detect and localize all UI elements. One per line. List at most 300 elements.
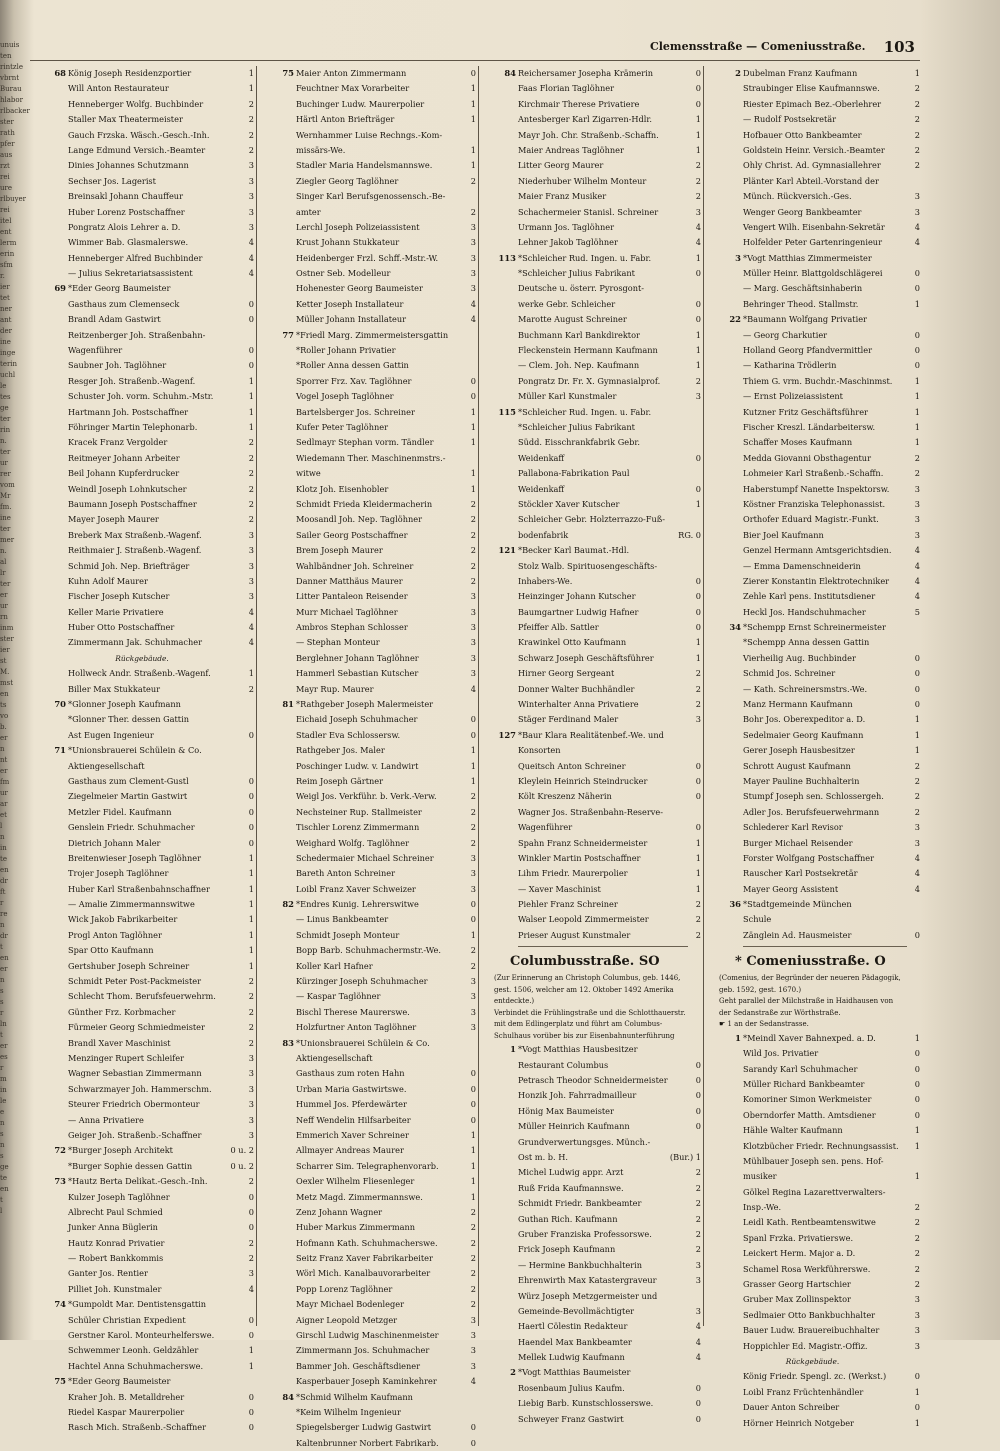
resident-entry	[30, 1220, 254, 1235]
resident-name-occupation: Beil Johann Kupferdrucker	[68, 468, 180, 479]
floor-number: 3	[248, 160, 254, 171]
floor-number: 3	[470, 868, 476, 879]
resident-name-occupation: Schlecht Thom. Berufsfeuerwehrm.	[68, 991, 216, 1002]
resident-entry	[480, 266, 701, 281]
house-number: 75	[54, 1376, 66, 1387]
floor-number: 3	[470, 976, 476, 987]
resident-entry	[480, 174, 701, 189]
resident-name-occupation: Rauscher Karl Postsekretär	[743, 868, 858, 879]
strip-fragment: unuis	[0, 41, 20, 49]
resident-name-occupation: Haertl Cölestin Redakteur	[518, 1321, 628, 1332]
resident-name-occupation: Weigl Jos. Verkführ. b. Verk.-Verw.	[296, 791, 437, 802]
resident-name-occupation: Restaurant Columbus	[518, 1059, 609, 1070]
subsection-heading	[705, 1354, 920, 1369]
resident-entry	[30, 1313, 254, 1328]
resident-entry	[30, 97, 254, 112]
resident-entry	[258, 1282, 476, 1297]
resident-name-occupation: Kirchmair Therese Privatiere	[518, 98, 640, 109]
resident-name-occupation: Girschl Ludwig Maschinenmeister	[296, 1330, 439, 1341]
resident-name-occupation: Lohmeier Karl Straßenb.-Schaffn.	[743, 468, 884, 479]
resident-entry	[30, 1251, 254, 1266]
resident-name-occupation: Würz Joseph Metzgermeister und	[518, 1290, 658, 1301]
resident-name-occupation: Baumgartner Ludwig Hafner	[518, 606, 639, 617]
floor-number: 2	[470, 560, 476, 571]
resident-entry	[705, 620, 920, 635]
resident-name-occupation: Haberstumpf Nanette Inspektorsw.	[743, 483, 890, 494]
resident-name-occupation: Resger Joh. Straßenb.-Wagenf.	[68, 375, 196, 386]
resident-name-occupation: Brem Joseph Maurer	[296, 545, 383, 556]
resident-entry	[480, 328, 701, 343]
resident-name-occupation: Günther Frz. Korbmacher	[68, 1006, 176, 1017]
strip-fragment: ter	[0, 448, 11, 456]
floor-number: 3	[914, 529, 920, 540]
resident-name-occupation: Hummel Jos. Pferdewärter	[296, 1099, 407, 1110]
resident-entry	[30, 66, 254, 81]
resident-name-occupation: *Glonner Ther. dessen Gattin	[68, 714, 189, 725]
resident-name-occupation: Spar Otto Kaufmann	[68, 945, 154, 956]
resident-entry	[705, 712, 920, 727]
resident-name-occupation: Reitmeyer Johann Arbeiter	[68, 452, 180, 463]
resident-entry	[258, 620, 476, 635]
resident-entry	[258, 1143, 476, 1158]
resident-entry	[705, 220, 920, 235]
resident-name-occupation: *Unionsbrauerei Schülein & Co.	[296, 1037, 430, 1048]
resident-name-occupation: Goldstein Heinr. Versich.-Beamter	[743, 144, 885, 155]
resident-entry	[258, 882, 476, 897]
resident-entry	[30, 1159, 254, 1174]
floor-number: 1	[695, 852, 701, 863]
resident-name-occupation: amter	[296, 206, 321, 217]
strip-fragment: ft	[0, 888, 6, 896]
resident-entry	[705, 1062, 920, 1077]
resident-entry	[30, 1174, 254, 1189]
resident-name-occupation: Ohly Christ. Ad. Gymnasiallehrer	[743, 160, 881, 171]
house-number: 115	[498, 406, 516, 417]
floor-number: 2	[470, 529, 476, 540]
floor-number: RG. 0	[678, 529, 701, 540]
resident-entry	[30, 743, 254, 758]
resident-name-occupation: Ostner Seb. Modelleur	[296, 268, 391, 279]
floor-number: 0	[695, 1121, 701, 1132]
floor-number: 1	[914, 391, 920, 402]
house-number: 121	[498, 545, 516, 556]
strip-fragment: ur	[0, 789, 8, 797]
section-rule	[705, 943, 920, 951]
floor-number: 0	[470, 714, 476, 725]
resident-name-occupation: *Schleicher Julius Fabrikant	[518, 268, 635, 279]
floor-number: 1	[914, 714, 920, 725]
resident-name-occupation: Danner Matthäus Maurer	[296, 575, 403, 586]
floor-number: 0	[248, 360, 254, 371]
resident-name-occupation: *Endres Kunig. Lehrerswitwe	[296, 899, 419, 910]
resident-name-occupation: — Stephan Monteur	[296, 637, 380, 648]
floor-number: 2	[248, 991, 254, 1002]
floor-number: 4	[248, 268, 254, 279]
header-rule	[30, 60, 920, 61]
resident-name-occupation: Bier Joel Kaufmann	[743, 529, 824, 540]
resident-entry	[258, 574, 476, 589]
resident-name-occupation: *Eder Georg Baumeister	[68, 283, 171, 294]
floor-number: 4	[914, 545, 920, 556]
note-text: ☛ 1 an der Sedanstrasse.	[719, 1020, 809, 1029]
strip-fragment: ine	[0, 338, 11, 346]
resident-entry	[480, 1319, 701, 1334]
resident-name-occupation: Müller Heinr. Blattgoldschlägerei	[743, 268, 883, 279]
resident-entry	[258, 374, 476, 389]
resident-entry	[258, 1082, 476, 1097]
resident-entry	[480, 1119, 701, 1134]
strip-fragment: ant	[0, 316, 12, 324]
resident-entry	[30, 1020, 254, 1035]
resident-name-occupation: Aigner Leopold Metzger	[296, 1314, 398, 1325]
resident-entry	[258, 1097, 476, 1112]
resident-name-occupation: Riedel Kaspar Maurerpolier	[68, 1406, 185, 1417]
resident-name-occupation: Krawinkel Otto Kaufmann	[518, 637, 627, 648]
strip-fragment: dr	[0, 932, 8, 940]
floor-number: 0	[248, 1206, 254, 1217]
resident-name-occupation: Huber Lorenz Postschaffner	[68, 206, 185, 217]
resident-name-occupation: Dubelman Franz Kaufmann	[743, 68, 858, 78]
street-heading	[480, 951, 701, 973]
resident-entry	[30, 343, 254, 358]
resident-name-occupation: Metzler Fidel. Kaufmann	[68, 806, 172, 817]
resident-entry	[30, 912, 254, 927]
resident-entry	[258, 1436, 476, 1451]
floor-number: 4	[695, 1336, 701, 1347]
floor-number: 0	[914, 1402, 920, 1413]
resident-name-occupation: Lihm Friedr. Maurerpolier	[518, 868, 628, 879]
resident-entry	[480, 820, 701, 835]
floor-number: 1	[248, 883, 254, 894]
floor-number: 3	[470, 1345, 476, 1356]
floor-number: 1	[248, 421, 254, 432]
resident-entry	[30, 128, 254, 143]
resident-name-occupation: — Julius Sekretariatsassistent	[68, 268, 193, 279]
floor-number: 2	[470, 175, 476, 186]
strip-fragment: al	[0, 558, 7, 566]
resident-name-occupation: Antesberger Karl Zigarren-Hdlr.	[518, 114, 653, 125]
house-number: 83	[282, 1037, 294, 1048]
resident-entry	[480, 205, 701, 220]
resident-name-occupation: — Clem. Joh. Nep. Kaufmann	[518, 360, 640, 371]
floor-number: 1	[470, 468, 476, 479]
floor-number: 0	[914, 345, 920, 356]
floor-number: 0	[695, 98, 701, 109]
page-header	[650, 38, 915, 56]
floor-number: 4	[914, 221, 920, 232]
strip-fragment: l	[0, 822, 3, 830]
strip-fragment: en	[0, 690, 9, 698]
resident-entry	[480, 1135, 701, 1150]
strip-fragment: er	[0, 591, 8, 599]
resident-name-occupation: Scharrer Sim. Telegraphenvorarb.	[296, 1160, 439, 1171]
strip-fragment: mst	[0, 679, 14, 687]
resident-name-occupation: Huber Otto Postschaffner	[68, 622, 175, 633]
strip-fragment: ter	[0, 525, 11, 533]
floor-number: 2	[248, 1022, 254, 1033]
resident-name-occupation: Bammer Joh. Geschäftsdiener	[296, 1360, 421, 1371]
floor-number: 2	[470, 514, 476, 525]
resident-name-occupation: *Schleicher Rud. Ingen. u. Fabr.	[518, 406, 652, 417]
floor-number: 1	[695, 144, 701, 155]
resident-name-occupation: *Roller Johann Privatier	[296, 345, 396, 356]
floor-number: 3	[248, 560, 254, 571]
resident-name-occupation: *Roller Anna dessen Gattin	[296, 360, 409, 371]
note-text: Verbindet die Frühlingstraße und die Schlotthauerstr. mit dem Edlingerplatz und führt am Columbus-Schulhaus vorüber bis zur Eisenbahnunterführung	[494, 1008, 686, 1040]
floor-number: 3	[248, 1068, 254, 1079]
resident-name-occupation: Hautz Konrad Privatier	[68, 1237, 165, 1248]
resident-entry	[705, 559, 920, 574]
strip-fragment: nt	[0, 756, 8, 764]
floor-number: 2	[695, 683, 701, 694]
floor-number: 1	[248, 83, 254, 94]
resident-entry	[480, 312, 701, 327]
resident-name-occupation: Neff Wendelin Hilfsarbeiter	[296, 1114, 411, 1125]
strip-fragment: r	[0, 899, 4, 907]
resident-name-occupation: Keller Marie Privatiere	[68, 606, 164, 617]
resident-entry	[30, 759, 254, 774]
resident-name-occupation: Sechser Jos. Lagerist	[68, 175, 156, 186]
resident-name-occupation: Hähle Walter Kaufmann	[743, 1125, 843, 1136]
strip-fragment: t	[0, 1031, 3, 1039]
strip-fragment: ge	[0, 404, 9, 412]
resident-entry	[258, 158, 476, 173]
floor-number: 2	[695, 1198, 701, 1209]
resident-name-occupation: Vogel Joseph Taglöhner	[296, 391, 394, 402]
floor-number: 4	[695, 1352, 701, 1363]
resident-entry	[480, 189, 701, 204]
floor-number: 0	[470, 1437, 476, 1448]
floor-number: 0	[914, 283, 920, 294]
resident-name-occupation: Schmidt Frieda Kleidermacherin	[296, 498, 433, 509]
floor-number: 2	[695, 1244, 701, 1255]
floor-number: 0	[695, 1059, 701, 1070]
resident-entry	[258, 97, 476, 112]
floor-number: 3	[470, 1314, 476, 1325]
resident-entry	[30, 466, 254, 481]
resident-entry	[30, 420, 254, 435]
resident-name-occupation: Hönig Max Baumeister	[518, 1105, 614, 1116]
resident-name-occupation: Breitenwieser Joseph Taglöhner	[68, 852, 202, 863]
strip-fragment: s	[0, 987, 4, 995]
resident-name-occupation: Mayer Pauline Buchhalterin	[743, 775, 860, 786]
resident-name-occupation: Klotzbücher Friedr. Rechnungsassist.	[743, 1140, 899, 1151]
floor-number: 2	[914, 114, 920, 125]
resident-name-occupation: Maier Anton Zimmermann	[296, 68, 407, 78]
resident-name-occupation: Holland Georg Pfandvermittler	[743, 345, 873, 356]
strip-fragment: ln	[0, 1020, 7, 1028]
floor-number: 2	[248, 452, 254, 463]
resident-entry	[30, 1190, 254, 1205]
floor-number: 4	[914, 591, 920, 602]
resident-name-occupation: Konsorten	[518, 745, 561, 756]
strip-fragment: n.	[0, 547, 7, 555]
floor-number: 3	[914, 191, 920, 202]
house-number: 1	[735, 1032, 741, 1043]
strip-fragment: r	[0, 1009, 4, 1017]
resident-entry	[480, 66, 701, 81]
floor-number: 1	[248, 1360, 254, 1371]
floor-number: 4	[695, 1321, 701, 1332]
resident-entry	[258, 666, 476, 681]
floor-number: 2	[695, 899, 701, 910]
resident-name-occupation: Insp.-We.	[743, 1202, 782, 1213]
resident-name-occupation: Stöckler Xaver Kutscher	[518, 498, 620, 509]
floor-number: 2	[914, 452, 920, 463]
resident-name-occupation: Heinzinger Johann Kutscher	[518, 591, 636, 602]
resident-entry	[705, 328, 920, 343]
floor-number: 3	[248, 591, 254, 602]
strip-fragment: lr	[0, 569, 6, 577]
resident-entry	[258, 389, 476, 404]
floor-number: 1	[914, 375, 920, 386]
resident-name-occupation: missärs-We.	[296, 144, 346, 155]
resident-name-occupation: Pallabona-Fabrikation Paul	[518, 468, 630, 479]
resident-name-occupation: Ketter Joseph Installateur	[296, 298, 404, 309]
resident-name-occupation: Schmid Jos. Schreiner	[743, 668, 836, 679]
resident-entry	[480, 805, 701, 820]
strip-fragment: n	[0, 833, 5, 841]
resident-name-occupation: Grundverwertungsges. Münch.-	[518, 1136, 651, 1147]
resident-entry	[480, 620, 701, 635]
floor-number: 2	[695, 699, 701, 710]
resident-name-occupation: *Rathgeber Joseph Malermeister	[296, 699, 434, 710]
floor-number: 2	[914, 83, 920, 94]
resident-name-occupation: Will Anton Restaurateur	[68, 83, 169, 94]
resident-name-occupation: *Friedl Marg. Zimmermeistersgattin	[296, 329, 449, 340]
floor-number: 4	[248, 622, 254, 633]
resident-entry	[705, 97, 920, 112]
resident-entry	[258, 1420, 476, 1435]
floor-number: 3	[914, 1340, 920, 1351]
resident-name-occupation: Wenger Georg Bankbeamter	[743, 206, 862, 217]
house-number: 77	[282, 329, 294, 340]
house-number: 2	[510, 1367, 516, 1378]
directory-column-1	[30, 66, 254, 1433]
resident-entry	[258, 912, 476, 927]
resident-entry	[480, 1242, 701, 1257]
resident-name-occupation: Sedelmaier Georg Kaufmann	[743, 729, 864, 740]
resident-entry	[705, 466, 920, 481]
resident-entry	[30, 358, 254, 373]
resident-entry	[480, 1227, 701, 1242]
resident-name-occupation: Hartmann Joh. Postschaffner	[68, 406, 189, 417]
floor-number: 4	[695, 221, 701, 232]
resident-name-occupation: Stadler Maria Handelsmannswe.	[296, 160, 433, 171]
resident-entry	[258, 897, 476, 912]
resident-name-occupation: Progl Anton Taglöhner	[68, 929, 162, 940]
resident-name-occupation: Winkler Martin Postschaffner	[518, 852, 641, 863]
strip-fragment: hlabor	[0, 96, 23, 104]
resident-name-occupation: Schwarz Joseph Geschäftsführer	[518, 652, 654, 663]
resident-entry	[705, 928, 920, 943]
floor-number: 3	[914, 498, 920, 509]
floor-number: 5	[914, 606, 920, 617]
resident-name-occupation: — Rudolf Postsekretär	[743, 114, 837, 125]
floor-number: 2	[248, 98, 254, 109]
street-heading	[705, 951, 920, 973]
floor-number: 3	[914, 822, 920, 833]
strip-fragment: tet	[0, 294, 10, 302]
strip-fragment: rlbuyer	[0, 195, 27, 203]
directory-column-3	[480, 66, 701, 1424]
house-number: 69	[54, 283, 66, 294]
resident-entry	[480, 497, 701, 512]
strip-fragment: e	[0, 1108, 5, 1116]
floor-number: 2	[914, 129, 920, 140]
resident-entry	[705, 743, 920, 758]
resident-entry	[258, 420, 476, 435]
resident-name-occupation: Schmidt Joseph Monteur	[296, 929, 400, 940]
resident-entry	[258, 405, 476, 420]
resident-name-occupation: Stäger Ferdinand Maler	[518, 714, 619, 725]
resident-entry	[480, 81, 701, 96]
resident-entry	[705, 697, 920, 712]
resident-name-occupation: *Schleicher Julius Fabrikant	[518, 421, 635, 432]
floor-number: 3	[248, 1083, 254, 1094]
resident-entry	[705, 512, 920, 527]
resident-name-occupation: Winterhalter Anna Privatiere	[518, 699, 639, 710]
floor-number: 1	[470, 1129, 476, 1140]
resident-entry	[480, 374, 701, 389]
strip-fragment: ur	[0, 459, 8, 467]
resident-name-occupation: Reichersamer Josepha Krämerin	[518, 68, 654, 78]
resident-name-occupation: Nechsteiner Rup. Stallmeister	[296, 806, 422, 817]
floor-number: 2	[695, 191, 701, 202]
strip-fragment: n	[0, 1141, 5, 1149]
resident-entry	[705, 882, 920, 897]
resident-name-occupation: Ambros Stephan Schlosser	[296, 622, 408, 633]
resident-entry	[30, 1405, 254, 1420]
resident-name-occupation: Wagner Jos. Straßenbahn-Reserve-	[518, 806, 664, 817]
floor-number: 4	[914, 560, 920, 571]
resident-name-occupation: — Marg. Geschäftsinhaberin	[743, 283, 863, 294]
street-name: * Comeniusstraße. O	[735, 954, 886, 970]
resident-entry	[480, 1335, 701, 1350]
resident-name-occupation: *Vogt Matthias Hausbesitzer	[518, 1044, 638, 1055]
resident-name-occupation: Kraher Joh. B. Metalldreher	[68, 1391, 185, 1402]
strip-fragment: rei	[0, 173, 10, 181]
floor-number: 1	[248, 945, 254, 956]
resident-entry	[258, 1343, 476, 1358]
floor-number: 2	[248, 483, 254, 494]
resident-entry	[30, 605, 254, 620]
strip-fragment: der	[0, 327, 12, 335]
resident-name-occupation: Sedlmaier Otto Bankbuchhalter	[743, 1309, 876, 1320]
floor-number: 2	[248, 129, 254, 140]
resident-entry	[30, 1359, 254, 1374]
strip-fragment: itel	[0, 217, 12, 225]
resident-entry	[480, 1396, 701, 1411]
resident-name-occupation: Schlederer Karl Revisor	[743, 822, 843, 833]
resident-entry	[705, 1262, 920, 1277]
strip-fragment: lerm	[0, 239, 17, 247]
strip-fragment: n	[0, 745, 5, 753]
floor-number: 3	[248, 1114, 254, 1125]
strip-fragment: n.	[0, 437, 7, 445]
strip-fragment: tes	[0, 393, 11, 401]
resident-entry	[480, 1258, 701, 1273]
resident-entry	[258, 528, 476, 543]
floor-number: 2	[248, 1006, 254, 1017]
resident-entry	[258, 1174, 476, 1189]
floor-number: 1	[695, 652, 701, 663]
resident-name-occupation: *Stadtgemeinde München	[743, 899, 852, 910]
resident-entry	[705, 281, 920, 296]
header-street-range: Clemensstraße — Comeniusstraße.	[650, 40, 866, 53]
resident-name-occupation: *Vogt Matthias Zimmermeister	[743, 252, 872, 263]
resident-entry	[480, 1058, 701, 1073]
